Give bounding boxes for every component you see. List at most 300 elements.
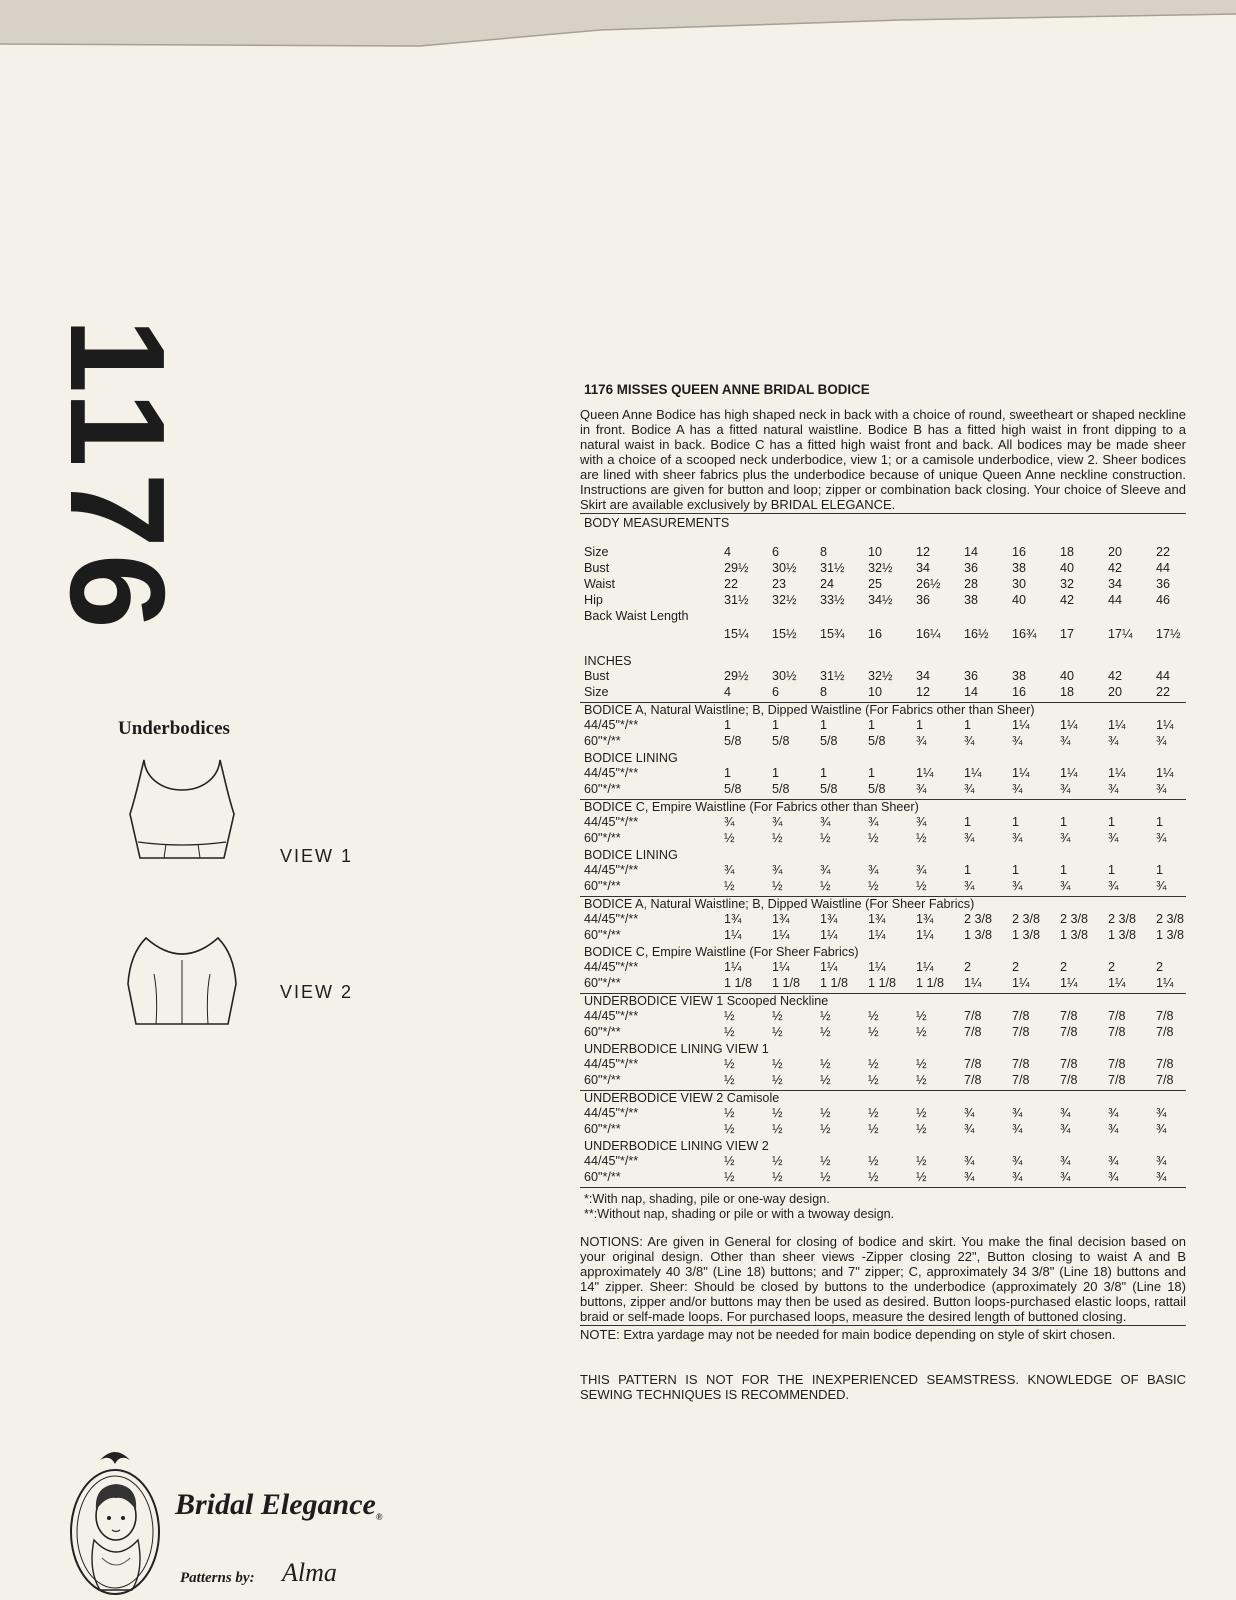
view2-label: VIEW 2: [280, 982, 354, 1002]
table-cell: ½: [916, 1009, 927, 1023]
table-cell: ¾: [1108, 831, 1119, 845]
table-cell: 1¼: [1060, 718, 1078, 732]
table-cell: ¾: [1012, 1170, 1023, 1184]
table-row: [580, 912, 1186, 928]
table-row: [580, 815, 1186, 831]
inches-table: [580, 669, 1186, 701]
table-cell: 2 3/8: [1060, 912, 1089, 926]
table-cell: 1: [1156, 815, 1164, 829]
table-cell: 1¼: [1060, 766, 1078, 780]
table-cell: 8: [820, 685, 828, 699]
table-cell: 1¼: [1060, 976, 1078, 990]
table-cell: 31½: [820, 669, 845, 683]
row-label: 60"*/**: [584, 782, 621, 796]
table-cell: 7/8: [1012, 1025, 1030, 1039]
table-cell: 32½: [868, 669, 893, 683]
row-label: 44/45"*/**: [584, 863, 639, 877]
table-cell: 1: [1012, 863, 1020, 877]
row-label: 60"*/**: [584, 831, 621, 845]
table-cell: ¾: [1156, 879, 1167, 893]
brand-name-text: Bridal Elegance: [175, 1488, 376, 1521]
table-cell: ½: [772, 1154, 783, 1168]
table-row: [580, 561, 1186, 577]
table-cell: 20: [1108, 545, 1123, 559]
table-cell: 1¼: [868, 928, 886, 942]
table-cell: 34: [1108, 577, 1123, 591]
table-cell: ½: [724, 831, 735, 845]
table-cell: ½: [724, 1154, 735, 1168]
section-heading: UNDERBODICE LINING VIEW 2: [584, 1139, 769, 1153]
table-cell: ¾: [1156, 782, 1167, 796]
table-row: [580, 831, 1186, 847]
table-cell: 31½: [724, 593, 749, 607]
table-cell: 15¼: [724, 627, 749, 641]
table-cell: 40: [1060, 561, 1075, 575]
table-cell: ½: [772, 831, 783, 845]
row-label: Waist: [584, 577, 616, 591]
row-label: 44/45"*/**: [584, 718, 639, 732]
table-row: [580, 766, 1186, 782]
table-cell: 33½: [820, 593, 845, 607]
table-cell: 32: [1060, 577, 1075, 591]
table-cell: 1¼: [916, 928, 934, 942]
section-heading: BODICE C, Empire Waistline (For Sheer Fabrics): [584, 945, 859, 959]
table-cell: ¾: [1060, 879, 1071, 893]
table-cell: 7/8: [1012, 1009, 1030, 1023]
table-row: [580, 627, 1186, 643]
table-cell: ¾: [868, 815, 879, 829]
row-label: 60"*/**: [584, 1170, 621, 1184]
row-label: 60"*/**: [584, 1025, 621, 1039]
view1-label: VIEW 1: [280, 846, 354, 866]
table-cell: 23: [772, 577, 787, 591]
table-cell: 1¾: [868, 912, 886, 926]
table-cell: ¾: [724, 863, 735, 877]
table-cell: 16¼: [916, 627, 941, 641]
row-label: 44/45"*/**: [584, 1057, 639, 1071]
table-cell: 7/8: [1108, 1073, 1126, 1087]
table-cell: 7/8: [964, 1025, 982, 1039]
table-cell: 20: [1108, 685, 1123, 699]
table-cell: 42: [1060, 593, 1075, 607]
table-cell: 1¼: [820, 928, 838, 942]
table-cell: ½: [772, 1073, 783, 1087]
table-cell: ¾: [868, 863, 879, 877]
row-label: Back Waist Length: [584, 609, 689, 623]
table-cell: ½: [916, 1154, 927, 1168]
table-cell: ¾: [820, 815, 831, 829]
paper-fold-edge: [0, 0, 1236, 60]
row-label: Bust: [584, 669, 610, 683]
table-cell: ¾: [964, 831, 975, 845]
table-cell: ½: [916, 1057, 927, 1071]
table-cell: 1¼: [772, 928, 790, 942]
table-cell: ¾: [1108, 879, 1119, 893]
note-text: NOTE: Extra yardage may not be needed for main bodice depending on style of skirt chosen.: [580, 1327, 1116, 1342]
row-label: 60"*/**: [584, 1073, 621, 1087]
table-cell: 2 3/8: [1156, 912, 1185, 926]
table-cell: ½: [820, 1025, 831, 1039]
table-cell: ¾: [1012, 734, 1023, 748]
row-label: 60"*/**: [584, 1122, 621, 1136]
bridal-cameo-logo: [60, 1440, 170, 1600]
table-cell: 1¼: [1156, 976, 1174, 990]
table-cell: 1: [724, 718, 732, 732]
table-cell: ¾: [1108, 1154, 1119, 1168]
table-cell: ¾: [1060, 831, 1071, 845]
body-measurements-label: BODY MEASUREMENTS: [584, 516, 730, 530]
table-cell: 10: [868, 685, 883, 699]
table-cell: ¾: [1060, 1170, 1071, 1184]
table-cell: ¾: [1060, 1122, 1071, 1136]
row-label: 60"*/**: [584, 734, 621, 748]
table-cell: 2: [1012, 960, 1020, 974]
section-heading: BODICE LINING: [584, 848, 678, 862]
table-cell: 8: [820, 545, 828, 559]
table-cell: 2 3/8: [1108, 912, 1137, 926]
table-cell: ¾: [1012, 831, 1023, 845]
table-cell: 34½: [868, 593, 893, 607]
table-cell: ½: [772, 1025, 783, 1039]
table-row: [580, 1009, 1186, 1025]
table-cell: 1¼: [1012, 766, 1030, 780]
pattern-description: Queen Anne Bodice has high shaped neck in back with a choice of round, sweetheart or shaped neckline in front. Bodice A has a fitted natural waistline. Bodice B has a fitted high waist in front dipping to a natural waist in back. Bodice C has a fitted high waist front and back. All bodices may be made sheer with a choice of a scooped neck underbodice, view 1; or a camisole underbodice, view 2. Sheer bodices are lined with sheer fabrics plus the underbodice because of unique Queen Anne neckline construction. Instructions are given for button and loop; zipper or combination back closing. Your choice of Sleeve and Skirt are available exclusively by BRIDAL ELEGANCE.: [580, 407, 1186, 512]
table-cell: 31½: [820, 561, 845, 575]
table-cell: ¾: [1108, 782, 1119, 796]
table-cell: ¾: [1156, 1122, 1167, 1136]
table-cell: 1¾: [724, 912, 742, 926]
table-cell: 36: [964, 669, 979, 683]
patterns-by-label: Patterns by:: [180, 1570, 255, 1586]
table-row: [580, 669, 1186, 685]
table-cell: 17¼: [1108, 627, 1133, 641]
table-cell: ½: [916, 831, 927, 845]
table-cell: ½: [916, 1106, 927, 1120]
table-row: [580, 1170, 1186, 1186]
row-label: Hip: [584, 593, 603, 607]
table-cell: ½: [724, 879, 735, 893]
table-cell: ¾: [1012, 1106, 1023, 1120]
table-cell: 16: [1012, 685, 1027, 699]
table-cell: ¾: [1108, 1170, 1119, 1184]
table-cell: ½: [868, 831, 879, 845]
table-cell: ½: [868, 1057, 879, 1071]
table-cell: ¾: [724, 815, 735, 829]
table-cell: 1¼: [868, 960, 886, 974]
table-cell: 36: [964, 561, 979, 575]
table-cell: 15½: [772, 627, 797, 641]
table-cell: 44: [1156, 561, 1171, 575]
table-cell: 24: [820, 577, 835, 591]
table-cell: 7/8: [1060, 1009, 1078, 1023]
section-heading: UNDERBODICE VIEW 1 Scooped Neckline: [580, 993, 1186, 1009]
table-cell: 1: [772, 766, 780, 780]
table-cell: 28: [964, 577, 979, 591]
table-cell: 1: [964, 815, 972, 829]
table-cell: 38: [1012, 669, 1027, 683]
table-cell: ½: [820, 1122, 831, 1136]
notions-text: NOTIONS: Are given in General for closing of bodice and skirt. You make the final decision based on your original design. Other than sheer views -Zipper closing 22", Button closing to waist A and B approximately 40 3/8" (Line 18) buttons; and 7" zipper; C, approximately 34 3/8" (Line 18) buttons and 14" zipper. Sheer: Should be closed by buttons to the underbodice (approximately 20 3/8" (Line 18) buttons, zipper and/or buttons may then be used as desired. Button loops-purchased elastic loops, rattail braid or self-made loops. For purchased loops, measure the desired length of buttoned closing.: [580, 1234, 1186, 1324]
table-cell: 12: [916, 545, 931, 559]
section-heading: BODICE LINING: [584, 751, 678, 765]
table-row: [580, 976, 1186, 992]
body-measurements-table: [580, 545, 1186, 643]
table-cell: 1: [1108, 863, 1116, 877]
table-cell: 16: [868, 627, 883, 641]
table-cell: 1: [916, 718, 924, 732]
table-cell: ½: [868, 1122, 879, 1136]
table-cell: 46: [1156, 593, 1171, 607]
table-cell: ¾: [964, 1122, 975, 1136]
table-cell: 4: [724, 685, 732, 699]
table-cell: ¾: [964, 734, 975, 748]
table-cell: 30½: [772, 561, 797, 575]
table-row: [580, 609, 1186, 625]
row-label: 60"*/**: [584, 976, 621, 990]
table-cell: 42: [1108, 669, 1123, 683]
table-cell: 7/8: [1156, 1009, 1174, 1023]
table-cell: 1: [1060, 815, 1068, 829]
table-cell: ¾: [1108, 734, 1119, 748]
table-cell: 1 3/8: [964, 928, 993, 942]
table-cell: 7/8: [964, 1057, 982, 1071]
table-cell: ¾: [964, 1154, 975, 1168]
table-cell: 1¾: [772, 912, 790, 926]
table-cell: ½: [868, 879, 879, 893]
table-row: [580, 718, 1186, 734]
document-title: 1176 MISSES QUEEN ANNE BRIDAL BODICE: [584, 382, 870, 397]
row-label: 44/45"*/**: [584, 766, 639, 780]
table-cell: ¾: [1156, 1154, 1167, 1168]
table-row: [580, 593, 1186, 609]
table-cell: ½: [724, 1122, 735, 1136]
table-row: [580, 960, 1186, 976]
table-cell: 6: [772, 545, 780, 559]
table-cell: 2: [964, 960, 972, 974]
table-cell: 1: [1108, 815, 1116, 829]
experience-warning: THIS PATTERN IS NOT FOR THE INEXPERIENCED SEAMSTRESS. KNOWLEDGE OF BASIC SEWING TECHNIQUES IS RECOMMENDED.: [580, 1372, 1186, 1402]
table-cell: 1 3/8: [1108, 928, 1137, 942]
table-cell: ¾: [1108, 1122, 1119, 1136]
table-cell: 7/8: [1108, 1025, 1126, 1039]
brand-name: [175, 1488, 383, 1522]
table-row: [580, 928, 1186, 944]
table-cell: 22: [1156, 685, 1171, 699]
table-cell: ½: [820, 1073, 831, 1087]
table-cell: 16¾: [1012, 627, 1037, 641]
table-cell: 1: [964, 718, 972, 732]
table-cell: 1: [1012, 815, 1020, 829]
table-cell: 2: [1108, 960, 1116, 974]
table-cell: ¾: [1012, 1122, 1023, 1136]
table-cell: 1¾: [916, 912, 934, 926]
inches-label: INCHES: [584, 654, 632, 668]
table-cell: 2: [1156, 960, 1164, 974]
table-cell: 1¼: [724, 960, 742, 974]
table-cell: 1¼: [1012, 976, 1030, 990]
table-row: [580, 863, 1186, 879]
table-cell: ¾: [1060, 734, 1071, 748]
table-cell: ¾: [772, 863, 783, 877]
table-cell: 7/8: [1060, 1073, 1078, 1087]
table-cell: ½: [820, 879, 831, 893]
table-row: [580, 1073, 1186, 1089]
table-cell: 1 1/8: [772, 976, 801, 990]
row-label: Bust: [584, 561, 610, 575]
table-row: [580, 545, 1186, 561]
table-cell: 1 3/8: [1156, 928, 1185, 942]
table-cell: 40: [1012, 593, 1027, 607]
table-cell: 2 3/8: [1012, 912, 1041, 926]
table-row: [580, 734, 1186, 750]
section-heading: BODICE A, Natural Waistline; B, Dipped Waistline (For Sheer Fabrics): [580, 896, 1186, 912]
table-cell: 18: [1060, 685, 1075, 699]
pattern-number-text: 1176: [42, 318, 193, 635]
table-cell: 1¼: [1156, 766, 1174, 780]
table-cell: 44: [1156, 669, 1171, 683]
table-cell: 1¼: [916, 766, 934, 780]
view2-underbodice-sketch: [124, 934, 240, 1028]
table-cell: 1 1/8: [916, 976, 945, 990]
table-cell: 17: [1060, 627, 1075, 641]
table-cell: 12: [916, 685, 931, 699]
table-cell: 22: [1156, 545, 1171, 559]
table-cell: 1 1/8: [868, 976, 897, 990]
table-cell: 29½: [724, 561, 749, 575]
table-cell: ½: [820, 831, 831, 845]
table-cell: 1: [964, 863, 972, 877]
table-cell: 7/8: [1156, 1057, 1174, 1071]
table-cell: 5/8: [772, 782, 790, 796]
table-cell: 5/8: [868, 782, 886, 796]
table-row: [580, 577, 1186, 593]
table-cell: ½: [724, 1106, 735, 1120]
table-cell: ½: [772, 879, 783, 893]
table-cell: 5/8: [724, 782, 742, 796]
table-cell: 5/8: [868, 734, 886, 748]
table-cell: 1: [772, 718, 780, 732]
pattern-info-content: [580, 382, 1186, 1415]
section-heading: BODICE A, Natural Waistline; B, Dipped Waistline (For Fabrics other than Sheer): [580, 702, 1186, 718]
table-cell: 16½: [964, 627, 989, 641]
table-cell: ½: [820, 1154, 831, 1168]
table-cell: 1¼: [916, 960, 934, 974]
table-cell: 15¾: [820, 627, 845, 641]
row-label: 44/45"*/**: [584, 815, 639, 829]
table-cell: ½: [868, 1009, 879, 1023]
table-cell: ½: [724, 1170, 735, 1184]
table-cell: 6: [772, 685, 780, 699]
designer-signature: Alma: [282, 1558, 337, 1587]
table-cell: ½: [724, 1025, 735, 1039]
table-cell: 34: [916, 561, 931, 575]
row-label: Size: [584, 545, 609, 559]
table-cell: ½: [916, 1122, 927, 1136]
table-cell: 5/8: [724, 734, 742, 748]
table-cell: ½: [772, 1106, 783, 1120]
table-row: [580, 1025, 1186, 1041]
table-cell: ½: [868, 1170, 879, 1184]
row-label: 60"*/**: [584, 928, 621, 942]
table-cell: 1: [868, 718, 876, 732]
table-cell: 1 1/8: [724, 976, 753, 990]
row-label: 44/45"*/**: [584, 960, 639, 974]
table-cell: 1¼: [1108, 766, 1126, 780]
table-cell: ¾: [1060, 1154, 1071, 1168]
table-cell: 14: [964, 685, 979, 699]
table-cell: 7/8: [964, 1073, 982, 1087]
table-cell: 1¼: [964, 766, 982, 780]
table-cell: 1¼: [1012, 718, 1030, 732]
table-cell: ½: [868, 1106, 879, 1120]
table-cell: 1¼: [724, 928, 742, 942]
table-cell: ½: [724, 1057, 735, 1071]
table-cell: 1¾: [820, 912, 838, 926]
table-cell: 25: [868, 577, 883, 591]
table-cell: ¾: [1108, 1106, 1119, 1120]
table-cell: 32½: [772, 593, 797, 607]
table-cell: ½: [820, 1057, 831, 1071]
table-cell: 7/8: [1012, 1057, 1030, 1071]
table-cell: 7/8: [1108, 1009, 1126, 1023]
table-cell: ½: [724, 1073, 735, 1087]
table-cell: 17½: [1156, 627, 1181, 641]
table-cell: 2: [1060, 960, 1068, 974]
row-label: 44/45"*/**: [584, 912, 639, 926]
table-cell: 7/8: [1060, 1057, 1078, 1071]
row-label: Size: [584, 685, 609, 699]
table-cell: ½: [772, 1122, 783, 1136]
table-cell: ½: [772, 1057, 783, 1071]
table-cell: 1¼: [1108, 976, 1126, 990]
row-label: 44/45"*/**: [584, 1106, 639, 1120]
table-row: [580, 1122, 1186, 1138]
table-cell: ¾: [820, 863, 831, 877]
table-cell: ½: [724, 1009, 735, 1023]
table-cell: ¾: [916, 734, 927, 748]
table-cell: 7/8: [1156, 1073, 1174, 1087]
table-cell: ¾: [1060, 1106, 1071, 1120]
table-cell: 7/8: [964, 1009, 982, 1023]
table-row: [580, 1154, 1186, 1170]
table-cell: ½: [916, 1025, 927, 1039]
table-cell: ¾: [1156, 831, 1167, 845]
table-cell: 2 3/8: [964, 912, 993, 926]
table-cell: 36: [1156, 577, 1171, 591]
registered-mark: ®: [375, 1512, 383, 1522]
underbodices-title: Underbodices: [118, 718, 230, 739]
table-cell: 1¼: [964, 976, 982, 990]
table-cell: 30½: [772, 669, 797, 683]
table-cell: ¾: [964, 879, 975, 893]
table-cell: 38: [1012, 561, 1027, 575]
table-cell: 10: [868, 545, 883, 559]
table-cell: 5/8: [772, 734, 790, 748]
table-cell: ¾: [1012, 782, 1023, 796]
section-heading: BODICE C, Empire Waistline (For Fabrics other than Sheer): [580, 799, 1186, 815]
table-cell: ¾: [916, 863, 927, 877]
table-cell: 1: [1060, 863, 1068, 877]
table-cell: ½: [916, 1170, 927, 1184]
table-row: [580, 1057, 1186, 1073]
table-row: [580, 782, 1186, 798]
section-heading: UNDERBODICE VIEW 2 Camisole: [580, 1090, 1186, 1106]
table-cell: ½: [820, 1170, 831, 1184]
table-cell: ¾: [1156, 1106, 1167, 1120]
table-cell: ¾: [916, 782, 927, 796]
table-cell: 1 3/8: [1060, 928, 1089, 942]
table-row: [580, 1106, 1186, 1122]
